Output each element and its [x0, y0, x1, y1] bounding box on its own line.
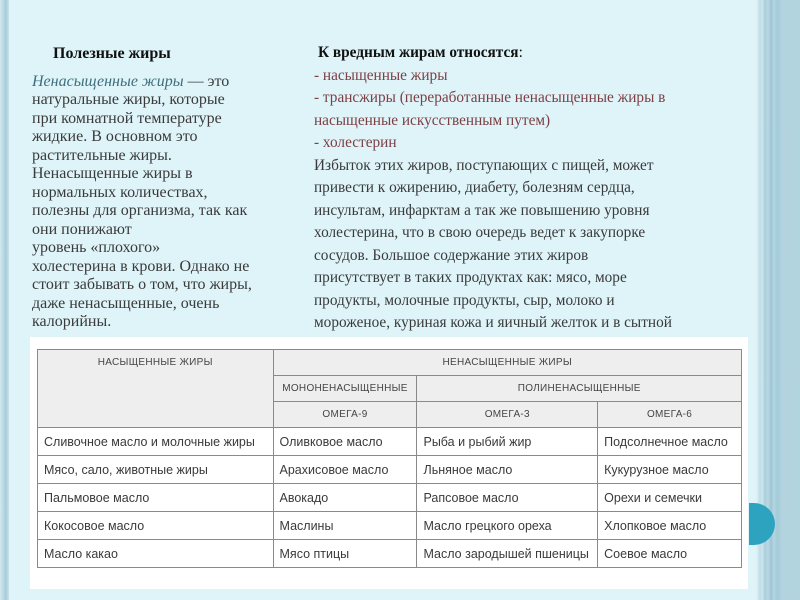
text-line: продукты, молочные продукты, сыр, молоко и [314, 291, 615, 309]
table-cell: Пальмовое масло [38, 484, 274, 512]
table-cell: Подсолнечное масло [598, 428, 742, 456]
text-line: нормальных количествах, [32, 183, 208, 201]
table-cell: Рапсовое масло [417, 484, 598, 512]
table-cell: Маслины [273, 512, 417, 540]
text-line: стоит забывать о том, что жиры, [32, 276, 252, 293]
table-row [38, 428, 742, 456]
header-poly: ПОЛИНЕНАСЫЩЕННЫЕ [417, 376, 742, 402]
table-cell: Орехи и семечки [598, 484, 742, 512]
fats-table-image [30, 337, 748, 589]
table-row [38, 512, 742, 540]
table-cell: Льняное масло [417, 456, 598, 484]
text-line: они понижают [32, 220, 132, 238]
useful-fats-section [32, 45, 292, 332]
text-line: при комнатной температуре [32, 109, 222, 127]
table-row [38, 456, 742, 484]
table-cell: Мясо птицы [273, 540, 417, 568]
text-line: натуральные жиры, которые [32, 91, 225, 108]
table-cell: Кукурузное масло [598, 456, 742, 484]
useful-fats-text [32, 73, 292, 332]
table-cell: Авокадо [273, 484, 417, 512]
harmful-item: насыщенные искусственным путем) [314, 111, 551, 129]
table-cell: Масло какао [38, 540, 274, 568]
table-cell: Кокосовое масло [38, 512, 274, 540]
text-line: растительные жиры. [32, 146, 172, 164]
table-cell: Масло грецкого ореха [417, 512, 598, 540]
text-line: Ненасыщенные жиры в [32, 165, 193, 182]
header-omega6: ОМЕГА-6 [598, 402, 742, 428]
header-omega3: ОМЕГА-3 [417, 402, 598, 428]
table-cell: Арахисовое масло [273, 456, 417, 484]
text-line: присутствует в таких продуктах как: мясо, море [314, 269, 627, 286]
text-line: даже ненасыщенные, очень [32, 294, 220, 312]
header-saturated: НАСЫЩЕННЫЕ ЖИРЫ [38, 350, 274, 428]
text-line: Избыток этих жиров, поступающих с пищей, может [314, 156, 654, 174]
unsaturated-term: Ненасыщенные жиры [32, 72, 184, 90]
table-cell: Соевое масло [598, 540, 742, 568]
harmful-item: - насыщенные жиры [314, 66, 448, 84]
harmful-fats-title: К вредным жирам относятся: [318, 44, 523, 61]
header-omega9: ОМЕГА-9 [273, 402, 417, 428]
text-line: сосудов. Большое содержание этих жиров [314, 246, 589, 264]
header-row [38, 350, 742, 376]
table-cell: Хлопковое масло [598, 512, 742, 540]
text-line: инсультам, инфарктам а так же повышению уровня [314, 201, 650, 219]
table-cell: Масло зародышей пшеницы [417, 540, 598, 568]
harmful-item: - холестерин [314, 134, 397, 151]
header-mono: МОНОНЕНАСЫЩЕННЫЕ [273, 376, 417, 402]
header-unsaturated: НЕНАСЫЩЕННЫЕ ЖИРЫ [273, 350, 741, 376]
table-cell: Оливковое масло [273, 428, 417, 456]
table-row [38, 540, 742, 568]
table-cell: Рыба и рыбий жир [417, 428, 598, 456]
fats-table [37, 349, 742, 568]
table-row [38, 484, 742, 512]
text-line: Ненасыщенные жиры — это [32, 72, 230, 90]
text-line: холестерина, что в свою очередь ведет к закупорке [314, 224, 646, 241]
table-cell: Сливочное масло и молочные жиры [38, 428, 274, 456]
text-line: привести к ожирению, диабету, болезням сердца, [314, 179, 635, 196]
left-edge-decoration [0, 0, 9, 600]
table-cell: Мясо, сало, животные жиры [38, 456, 274, 484]
text-line: холестерина в крови. Однако не [32, 257, 250, 275]
harmful-item: - трансжиры (переработанные ненасыщенные жиры в [314, 89, 666, 106]
text-line: мороженое, куриная кожа и яичный желток и в сытной [314, 314, 672, 331]
text-line: жидкие. В основном это [32, 128, 198, 145]
harmful-fats-section [314, 42, 734, 357]
text-line: полезны для организма, так как [32, 202, 248, 219]
useful-fats-title: Полезные жиры [53, 45, 171, 62]
text-line: уровень «плохого» [32, 239, 161, 256]
text-line: калорийны. [32, 313, 112, 330]
